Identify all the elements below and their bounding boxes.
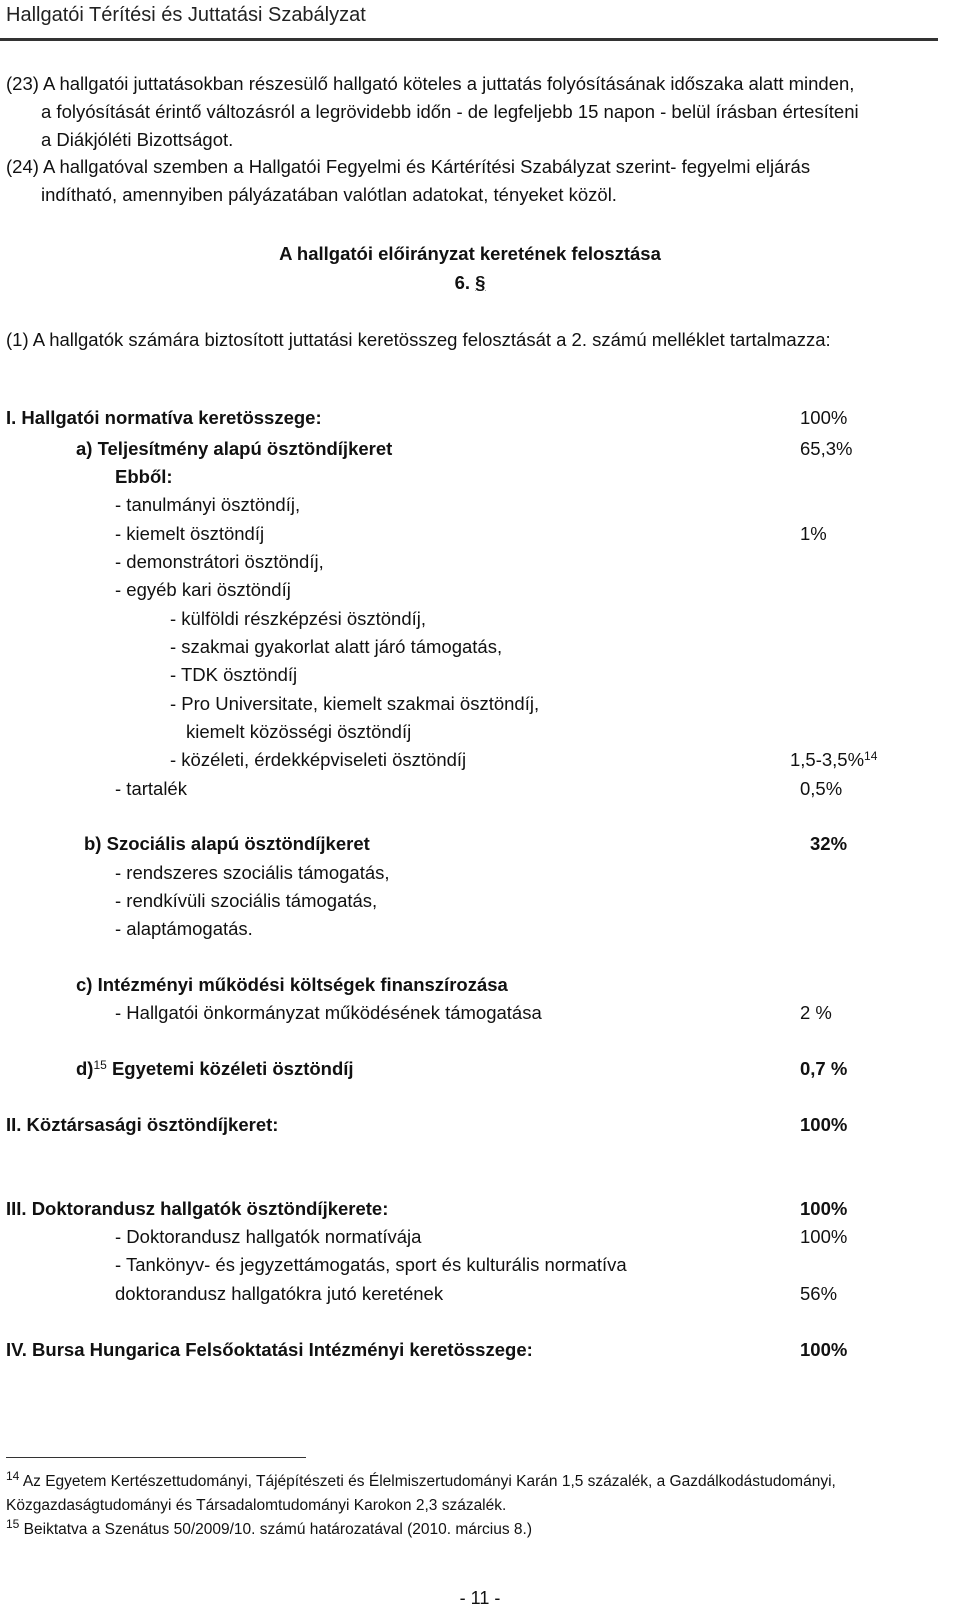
footnote-14-line-2: Közgazdaságtudományi és Társadalomtudományi Karokon 2,3 százalék. xyxy=(6,1497,507,1514)
section-heading: A hallgatói előirányzat keretének felosztása xyxy=(279,243,661,264)
footnote-ref-15: 15 xyxy=(93,1058,107,1072)
footnote-15 xyxy=(6,1518,936,1542)
row-value-kozeleti xyxy=(790,749,877,771)
row-label-tankonyv: - Tankönyv- és jegyzettámogatás, sport és kulturális normatíva xyxy=(115,1254,627,1275)
footnote-14-number: 14 xyxy=(6,1469,20,1483)
row-value-a: 65,3% xyxy=(800,438,853,459)
paragraph-23-line-1: (23) A hallgatói juttatásokban részesülő hallgató köteles a juttatás folyósításának időszaka alatt minden, xyxy=(6,73,855,94)
row-label-ebbol xyxy=(115,466,173,488)
paragraph-24 xyxy=(6,153,936,209)
header-rule xyxy=(0,38,938,41)
row-value-iv: 100% xyxy=(800,1339,848,1360)
row-label-rendkivuli: - rendkívüli szociális támogatás, xyxy=(115,890,378,911)
row-value-iii: 100% xyxy=(800,1198,848,1219)
footnote-15-number: 15 xyxy=(6,1517,20,1531)
row-label-kiemelt-kozossegi: kiemelt közösségi ösztöndíj xyxy=(186,721,412,742)
row-value-b: 32% xyxy=(810,833,848,854)
row-label-demonstratori: - demonstrátori ösztöndíj, xyxy=(115,551,324,572)
page-header-title: Hallgatói Térítési és Juttatási Szabályzat xyxy=(6,4,366,26)
row-label-ii: II. Köztársasági ösztöndíjkeret: xyxy=(6,1114,279,1135)
footnote-rule xyxy=(6,1457,306,1458)
row-value-kiemelt: 1% xyxy=(800,523,827,544)
row-value-d: 0,7 % xyxy=(800,1058,848,1079)
row-label-c: c) Intézményi működési költségek finanszírozása xyxy=(76,974,508,995)
row-label-tanulmanyi: - tanulmányi ösztöndíj, xyxy=(115,494,301,515)
row-label-i: I. Hallgatói normatíva keretösszege: xyxy=(6,407,322,428)
row-label-tdk: - TDK ösztöndíj xyxy=(170,664,298,685)
row-value-doktorandusz-normativa: 100% xyxy=(800,1226,848,1247)
row-label-tartalek: - tartalék xyxy=(115,778,187,799)
section-number-text: 6. xyxy=(454,272,470,293)
row-label-doktorandusz-normativa: - Doktorandusz hallgatók normatívája xyxy=(115,1226,422,1247)
footnote-15-text: Beiktatva a Szenátus 50/2009/10. számú határozatával (2010. március 8.) xyxy=(23,1521,533,1538)
row-label-onkormanyzat: - Hallgatói önkormányzat működésének támogatása xyxy=(115,1002,542,1023)
row-label-kulfoldi: - külföldi részképzési ösztöndíj, xyxy=(170,608,427,629)
row-label-iv: IV. Bursa Hungarica Felsőoktatási Intézményi keretösszege: xyxy=(6,1339,533,1360)
row-value-doktorandusz-keret: 56% xyxy=(800,1283,838,1304)
paragraph-23-line-2: a folyósítását érintő változásról a legrövidebb időn - de legfeljebb 15 napon - belül írásban értesíteni xyxy=(41,101,859,122)
paragraph-23-line-3: a Diákjóléti Bizottságot. xyxy=(41,129,234,150)
paragraph-24-line-2: indítható, amennyiben pályázatában valótlan adatokat, tényeket közöl. xyxy=(41,184,617,205)
row-label-kozeleti: - közéleti, érdekképviseleti ösztöndíj xyxy=(170,749,467,770)
row-label-ebbol-text: Ebből: xyxy=(115,466,173,487)
row-value-ii: 100% xyxy=(800,1114,848,1135)
row-label-d-prefix: d) xyxy=(76,1058,94,1079)
footnote-14-line-1: Az Egyetem Kertészettudományi, Tájépítészeti és Élelmiszertudományi Karán 1,5 százalék, a Gazdálkodástudományi, xyxy=(22,1473,836,1490)
row-label-doktorandusz-keret: doktorandusz hallgatókra jutó keretének xyxy=(115,1283,444,1304)
row-value-kozeleti-text: 1,5-3,5% xyxy=(790,749,865,770)
row-label-rendszeres: - rendszeres szociális támogatás, xyxy=(115,862,390,883)
paragraph-24-line-1: (24) A hallgatóval szemben a Hallgatói Fegyelmi és Kártérítési Szabályzat szerint- fegyelmi eljárás xyxy=(6,156,811,177)
row-label-szakmai-gyakorlat: - szakmai gyakorlat alatt járó támogatás, xyxy=(170,636,503,657)
paragraph-23 xyxy=(6,70,936,154)
row-label-iii: III. Doktorandusz hallgatók ösztöndíjkerete: xyxy=(6,1198,389,1219)
row-label-a: a) Teljesítmény alapú ösztöndíjkeret xyxy=(76,438,393,459)
row-value-onkormanyzat: 2 % xyxy=(800,1002,832,1023)
section-paragraph-1: (1) A hallgatók számára biztosított juttatási keretösszeg felosztását a 2. számú melléklet tartalmazza: xyxy=(6,329,831,350)
row-label-pro-universitate: - Pro Universitate, kiemelt szakmai ösztöndíj, xyxy=(170,693,540,714)
row-value-tartalek: 0,5% xyxy=(800,778,843,799)
row-label-egyeb-kari: - egyéb kari ösztöndíj xyxy=(115,579,291,600)
footnote-ref-14: 14 xyxy=(864,749,878,763)
footnote-14 xyxy=(6,1470,936,1518)
page-number: - 11 - xyxy=(459,1588,501,1608)
row-label-d-text: Egyetemi közéleti ösztöndíj xyxy=(106,1058,354,1079)
row-label-b: b) Szociális alapú ösztöndíjkeret xyxy=(84,833,370,854)
section-symbol: § xyxy=(475,272,486,293)
section-number xyxy=(0,272,940,294)
row-label-alaptamogatas: - alaptámogatás. xyxy=(115,918,253,939)
row-value-i: 100% xyxy=(800,407,848,428)
row-label-kiemelt: - kiemelt ösztöndíj xyxy=(115,523,265,544)
row-label-d xyxy=(76,1058,354,1080)
